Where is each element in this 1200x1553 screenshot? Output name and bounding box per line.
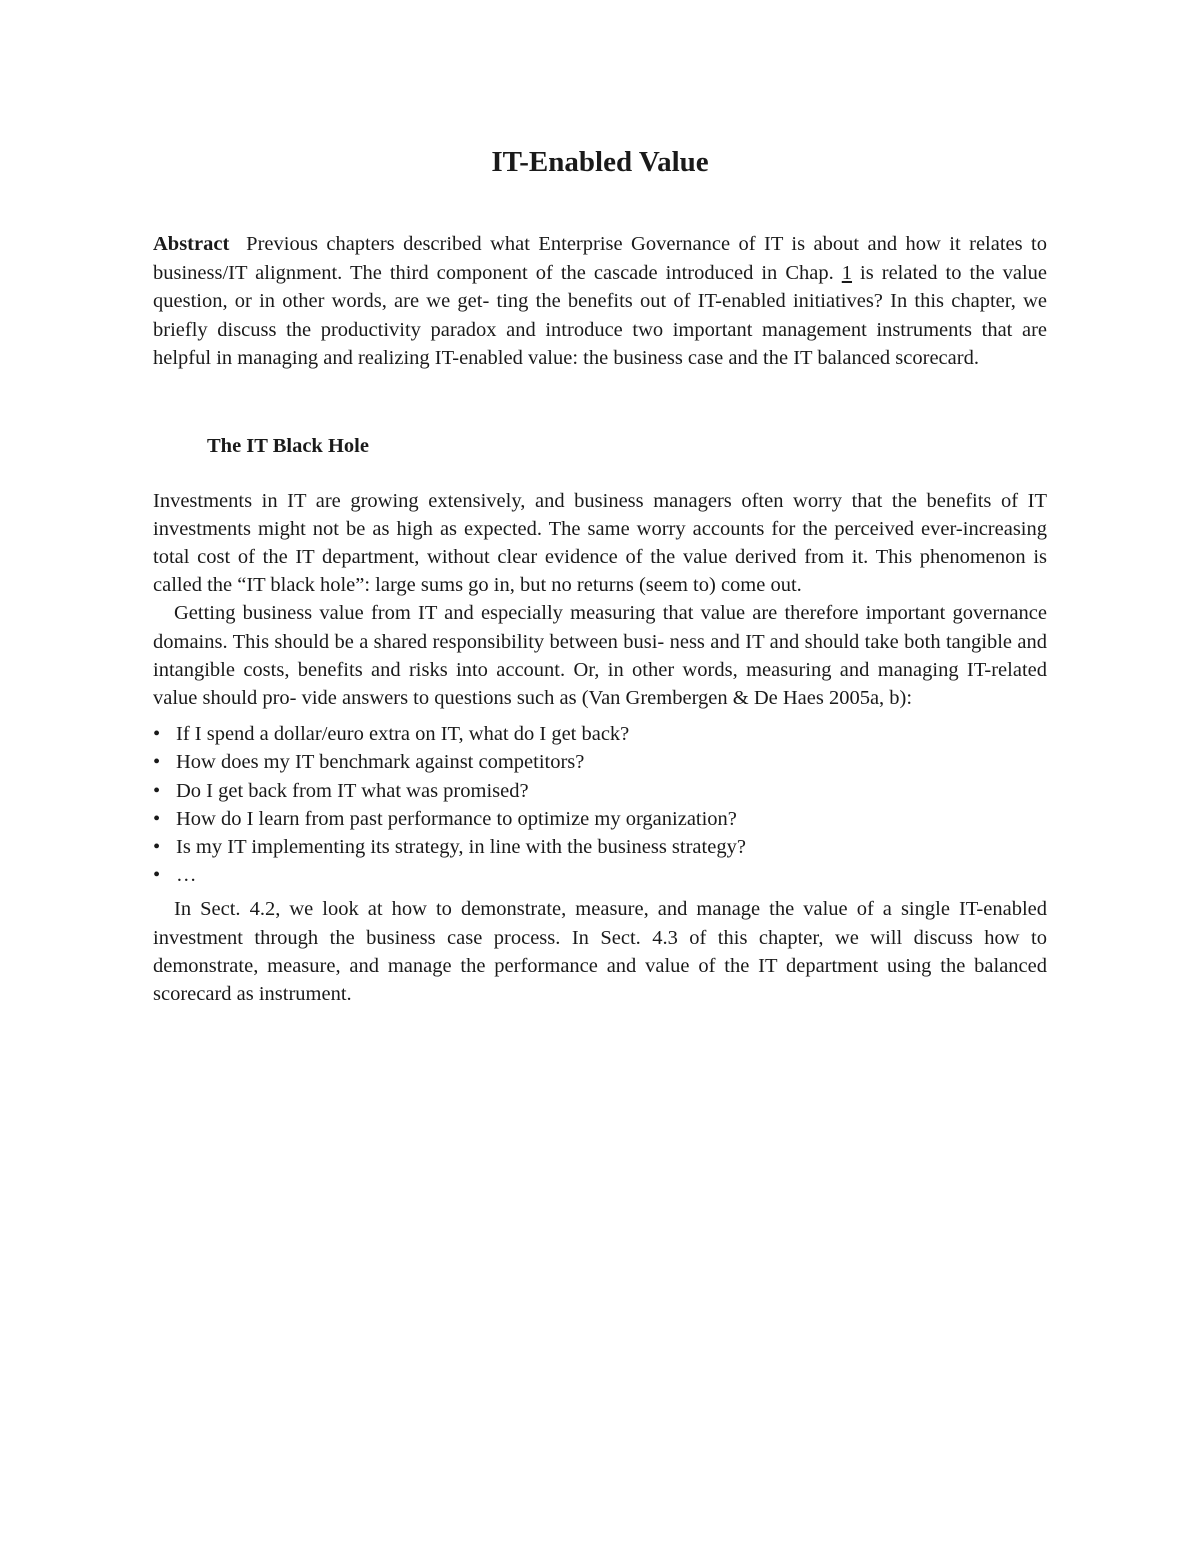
list-item-text: If I spend a dollar/euro extra on IT, what do I get back? xyxy=(176,723,630,746)
bullet-icon: • xyxy=(153,723,161,746)
document-page xyxy=(153,140,1047,1008)
list-item xyxy=(153,833,1047,861)
abstract-paragraph xyxy=(153,230,1047,373)
chapter-1-link[interactable]: 1 xyxy=(841,261,853,284)
chapter-title: IT-Enabled Value xyxy=(491,146,709,178)
list-item xyxy=(153,805,1047,833)
section-paragraph-2: Getting business value from IT and especially measuring that value are therefore important governance domains. This should be a shared responsibility between busi- ness and IT and should take both tangible and intangible costs, benefits and risks into account. Or, in other words, measuring and managing IT-related value should pro- vide answers to questions such as (Van Grembergen & De Haes 2005a, b): xyxy=(153,602,1047,709)
list-item xyxy=(153,777,1047,805)
abstract-text-end: is related to the value question, or in other words, are we get- ting the benefits out of IT-enabled initiatives? In this chapter, we briefly discuss the productivity paradox and introduce two important management instruments that are helpful in managing and realizing IT-enabled value: the business case and the IT balanced scorecard. xyxy=(153,261,1047,369)
bullet-icon: • xyxy=(153,864,161,887)
question-list xyxy=(153,720,1047,889)
bullet-icon: • xyxy=(153,835,161,858)
bullet-icon: • xyxy=(153,807,161,830)
abstract-text-start: Previous chapters described what Enterprise Governance of IT is about and how it relates to business/IT alignment. The third component of the cascade introduced in Chap. xyxy=(153,233,1047,284)
abstract-label: Abstract xyxy=(153,233,230,255)
section-paragraph-3: In Sect. 4.2, we look at how to demonstrate, measure, and manage the value of a single IT-enabled investment through the business case process. In Sect. 4.3 of this chapter, we will discuss how to demonstrate, measure, and manage the performance and value of the IT department using the balanced scorecard as instrument. xyxy=(153,898,1047,1005)
list-item-text: How do I learn from past performance to optimize my organization? xyxy=(176,807,737,830)
list-item-text: How does my IT benchmark against competitors? xyxy=(176,751,585,774)
list-item-text: … xyxy=(176,864,197,887)
bullet-icon: • xyxy=(153,751,161,774)
section-heading: The IT Black Hole xyxy=(207,434,369,457)
list-item xyxy=(153,720,1047,748)
list-item-text: Is my IT implementing its strategy, in line with the business strategy? xyxy=(176,835,746,858)
list-item xyxy=(153,748,1047,776)
bullet-icon: • xyxy=(153,779,161,802)
list-item-text: Do I get back from IT what was promised? xyxy=(176,779,529,802)
list-item xyxy=(153,861,1047,889)
section-paragraph-1: Investments in IT are growing extensively, and business managers often worry that the benefits of IT investments might not be as high as expected. The same worry accounts for the perceived ever-increasing total cost of the IT department, without clear evidence of the value derived from it. This phenomenon is called the “IT black hole”: large sums go in, but no returns (seem to) come out. xyxy=(153,489,1047,597)
